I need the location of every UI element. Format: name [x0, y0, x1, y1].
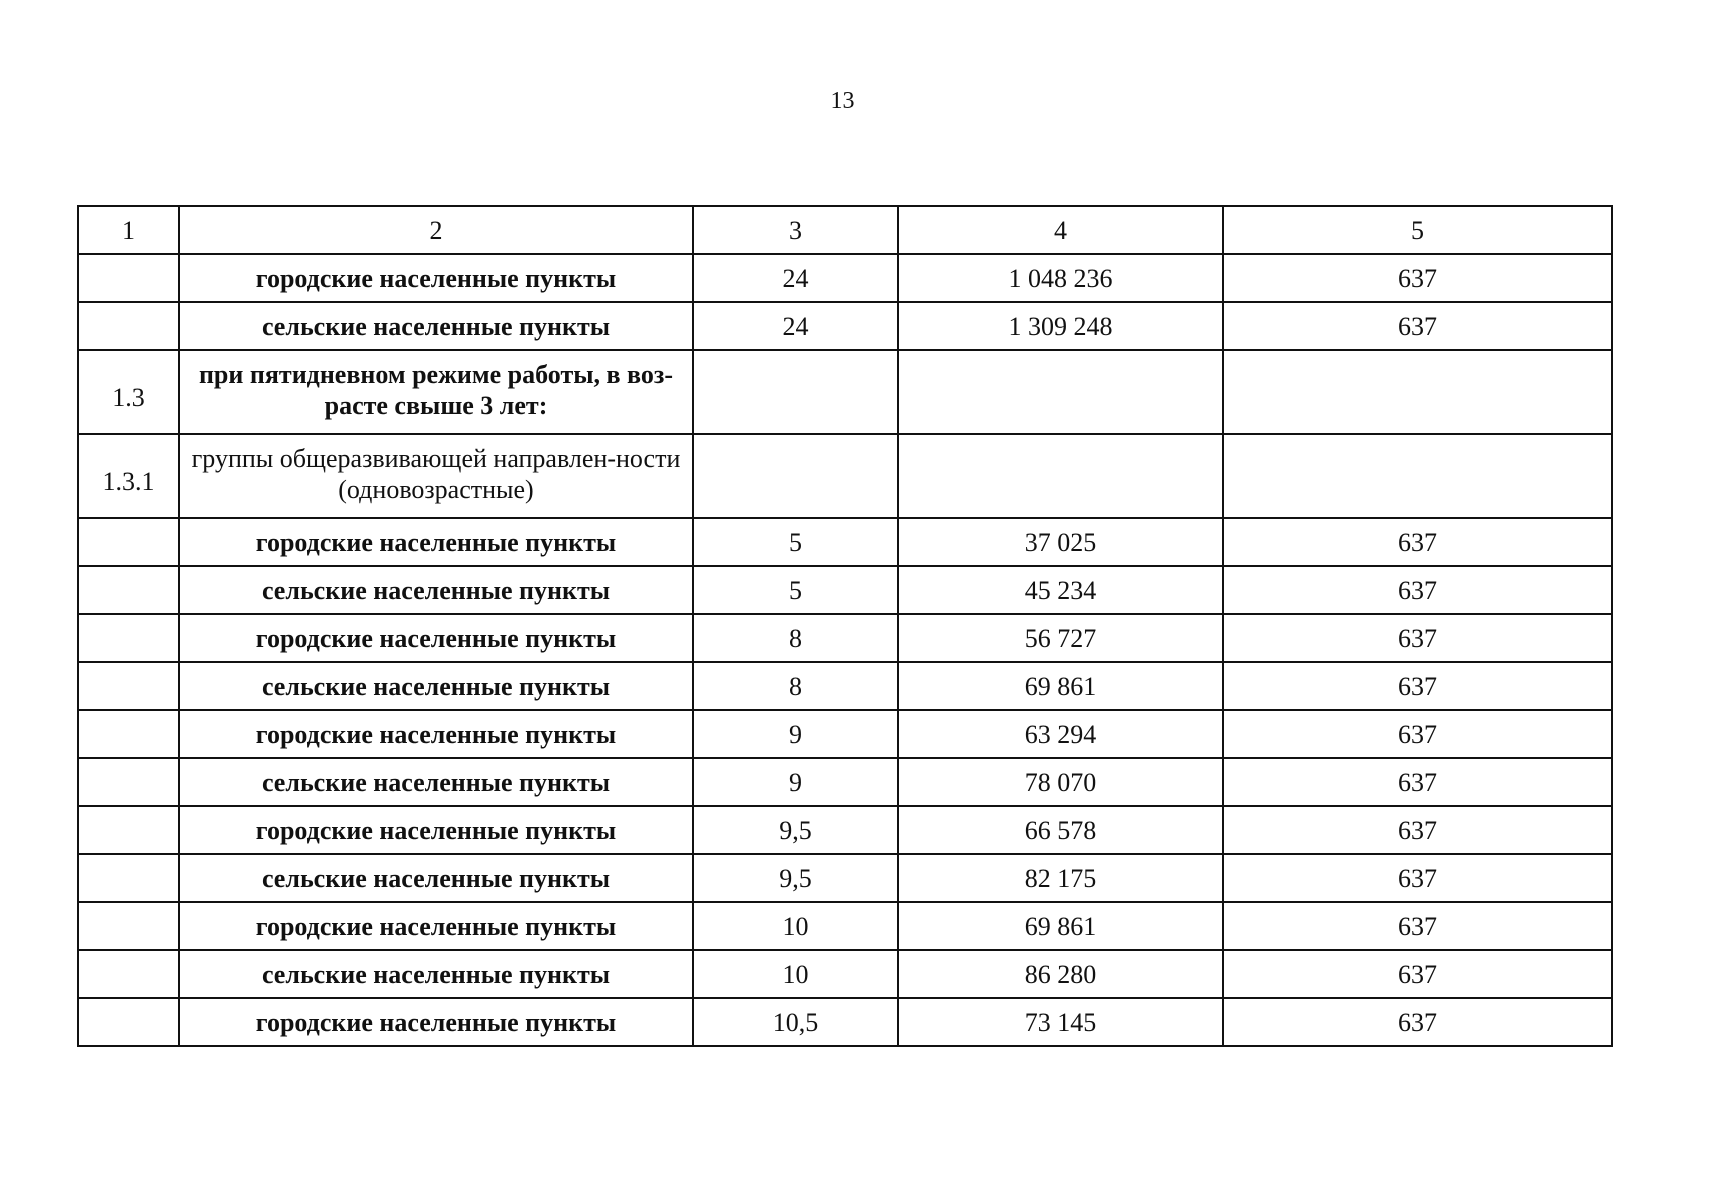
table-row: [78, 434, 1612, 518]
table-row: [78, 614, 1612, 662]
row-col5-cell: [1223, 434, 1612, 518]
row-name-cell: группы общеразвивающей направлен-ности (одновозрастные): [179, 434, 693, 518]
table-row: [78, 806, 1612, 854]
table-row: [78, 350, 1612, 434]
row-col3-cell: 8: [693, 614, 898, 662]
tariff-table: [77, 205, 1613, 1047]
table-row: [78, 518, 1612, 566]
row-col4-cell: [898, 434, 1223, 518]
row-col4-cell: 63 294: [898, 710, 1223, 758]
row-col5-cell: 637: [1223, 998, 1612, 1046]
row-name-cell: городские населенные пункты: [179, 710, 693, 758]
row-name-cell: при пятидневном режиме работы, в воз-раcте свыше 3 лет:: [179, 350, 693, 434]
table-row: [78, 710, 1612, 758]
row-col4-cell: 78 070: [898, 758, 1223, 806]
row-name-cell: городские населенные пункты: [179, 998, 693, 1046]
row-col3-cell: 10: [693, 902, 898, 950]
row-number-cell: [78, 302, 179, 350]
row-name-cell: сельские населенные пункты: [179, 758, 693, 806]
row-col3-cell: 24: [693, 302, 898, 350]
row-col3-cell: 8: [693, 662, 898, 710]
header-cell-5: 5: [1223, 206, 1612, 254]
row-col4-cell: 69 861: [898, 662, 1223, 710]
row-col4-cell: [898, 350, 1223, 434]
row-col5-cell: 637: [1223, 758, 1612, 806]
row-col3-cell: [693, 434, 898, 518]
row-col5-cell: 637: [1223, 566, 1612, 614]
row-number-cell: [78, 950, 179, 998]
header-cell-4: 4: [898, 206, 1223, 254]
table-row: [78, 302, 1612, 350]
row-col4-cell: 1 048 236: [898, 254, 1223, 302]
row-col5-cell: 637: [1223, 662, 1612, 710]
row-number-cell: [78, 758, 179, 806]
row-number-cell: [78, 902, 179, 950]
table-header-row: [78, 206, 1612, 254]
row-col3-cell: 5: [693, 566, 898, 614]
table-row: [78, 254, 1612, 302]
row-number-cell: [78, 854, 179, 902]
row-col4-cell: 56 727: [898, 614, 1223, 662]
page-number: 13: [830, 88, 855, 114]
row-col4-cell: 73 145: [898, 998, 1223, 1046]
row-col4-cell: 66 578: [898, 806, 1223, 854]
header-cell-1: 1: [78, 206, 179, 254]
row-name-cell: городские населенные пункты: [179, 614, 693, 662]
table-row: [78, 854, 1612, 902]
row-name-cell: городские населенные пункты: [179, 806, 693, 854]
row-col3-cell: 10,5: [693, 998, 898, 1046]
row-col3-cell: 9: [693, 758, 898, 806]
row-col3-cell: 9: [693, 710, 898, 758]
row-number-cell: [78, 806, 179, 854]
table-row: [78, 566, 1612, 614]
header-cell-2: 2: [179, 206, 693, 254]
row-col4-cell: 1 309 248: [898, 302, 1223, 350]
table-row: [78, 950, 1612, 998]
row-name-cell: городские населенные пункты: [179, 254, 693, 302]
row-name-cell: сельские населенные пункты: [179, 950, 693, 998]
row-col5-cell: 637: [1223, 518, 1612, 566]
row-name-cell: сельские населенные пункты: [179, 302, 693, 350]
row-col4-cell: 45 234: [898, 566, 1223, 614]
row-col4-cell: 37 025: [898, 518, 1223, 566]
table-row: [78, 902, 1612, 950]
row-col5-cell: 637: [1223, 950, 1612, 998]
row-col5-cell: 637: [1223, 254, 1612, 302]
table-row: [78, 998, 1612, 1046]
row-number-cell: [78, 662, 179, 710]
row-col4-cell: 69 861: [898, 902, 1223, 950]
row-col5-cell: 637: [1223, 614, 1612, 662]
row-number-cell: [78, 518, 179, 566]
row-number-cell: 1.3: [78, 350, 179, 434]
row-col3-cell: 9,5: [693, 806, 898, 854]
table-row: [78, 662, 1612, 710]
row-col3-cell: 9,5: [693, 854, 898, 902]
table-body: [78, 206, 1612, 1046]
row-number-cell: [78, 614, 179, 662]
row-number-cell: 1.3.1: [78, 434, 179, 518]
row-number-cell: [78, 710, 179, 758]
row-name-cell: сельские населенные пункты: [179, 854, 693, 902]
row-col5-cell: 637: [1223, 902, 1612, 950]
row-col5-cell: 637: [1223, 854, 1612, 902]
row-col4-cell: 82 175: [898, 854, 1223, 902]
row-col3-cell: [693, 350, 898, 434]
row-col3-cell: 5: [693, 518, 898, 566]
row-col3-cell: 10: [693, 950, 898, 998]
row-col5-cell: 637: [1223, 710, 1612, 758]
row-col5-cell: 637: [1223, 302, 1612, 350]
row-col3-cell: 24: [693, 254, 898, 302]
header-cell-3: 3: [693, 206, 898, 254]
row-name-cell: сельские населенные пункты: [179, 662, 693, 710]
row-number-cell: [78, 254, 179, 302]
row-name-cell: сельские населенные пункты: [179, 566, 693, 614]
row-name-cell: городские населенные пункты: [179, 518, 693, 566]
row-col4-cell: 86 280: [898, 950, 1223, 998]
row-number-cell: [78, 566, 179, 614]
row-number-cell: [78, 998, 179, 1046]
row-name-cell: городские населенные пункты: [179, 902, 693, 950]
row-col5-cell: [1223, 350, 1612, 434]
row-col5-cell: 637: [1223, 806, 1612, 854]
table-row: [78, 758, 1612, 806]
